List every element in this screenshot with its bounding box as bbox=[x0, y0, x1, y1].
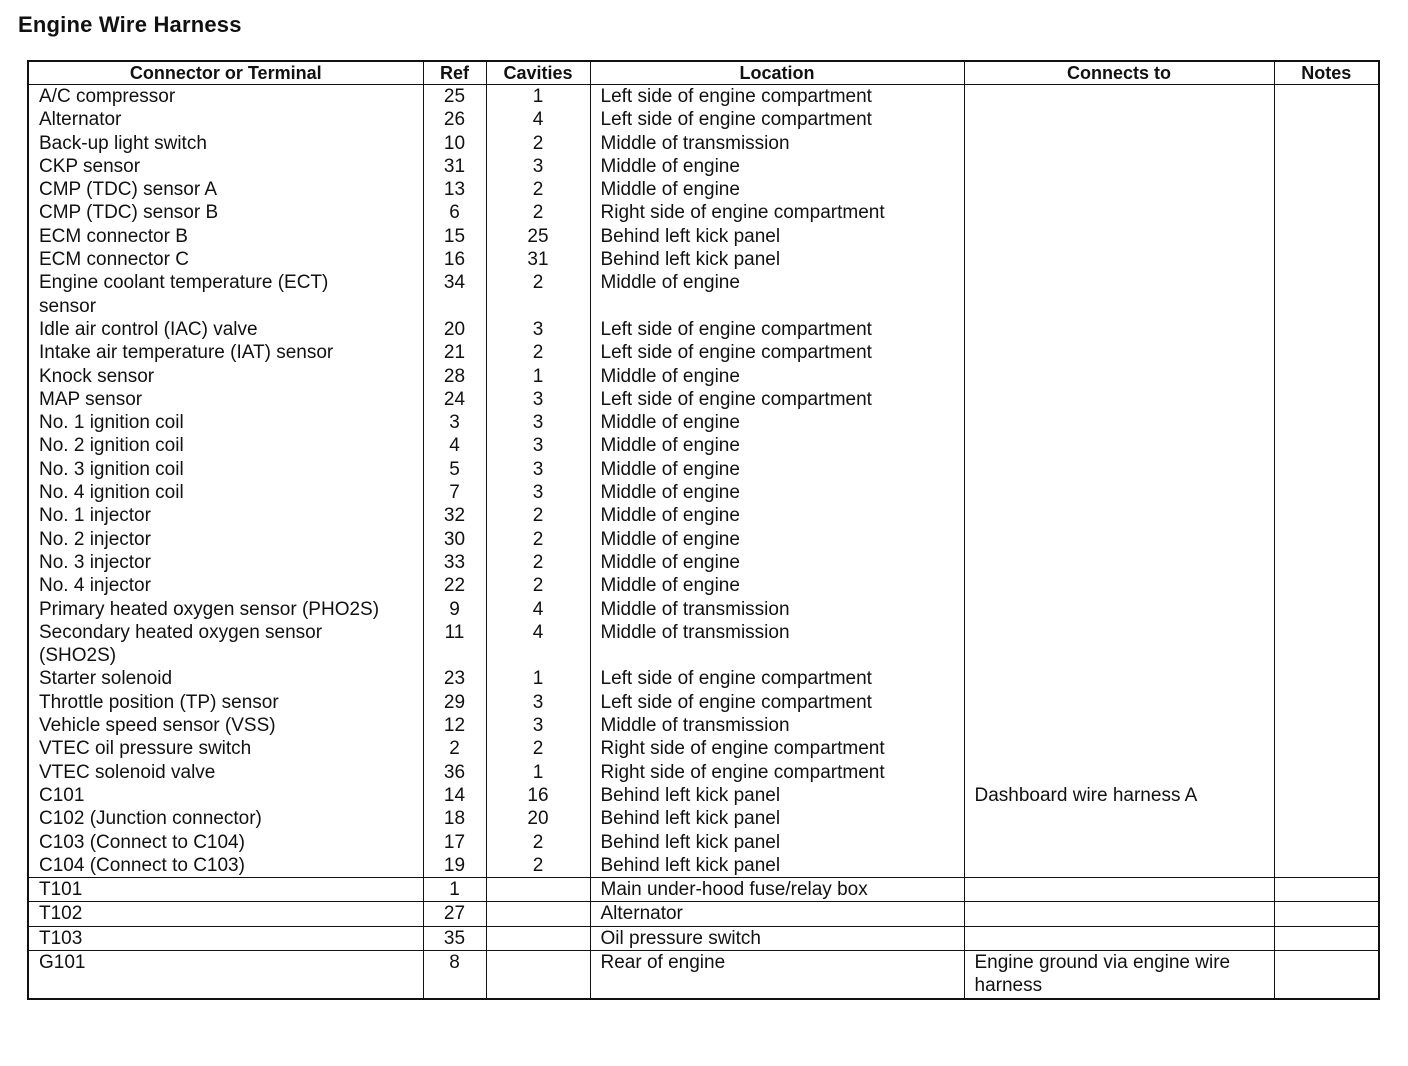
location-cell: Middle of engine bbox=[590, 551, 964, 574]
connects-to-cell bbox=[964, 926, 1274, 950]
notes-cell bbox=[1274, 691, 1379, 714]
location-cell: Middle of engine bbox=[590, 458, 964, 481]
notes-cell bbox=[1274, 85, 1379, 109]
notes-cell bbox=[1274, 388, 1379, 411]
ref-cell: 31 bbox=[423, 155, 486, 178]
notes-cell bbox=[1274, 132, 1379, 155]
connects-to-cell bbox=[964, 714, 1274, 737]
connector-cell: C103 (Connect to C104) bbox=[28, 831, 423, 854]
cavities-cell bbox=[486, 902, 590, 926]
table-row bbox=[28, 902, 1379, 926]
location-cell: Behind left kick panel bbox=[590, 225, 964, 248]
location-cell: Middle of engine bbox=[590, 178, 964, 201]
location-cell: Middle of engine bbox=[590, 271, 964, 318]
notes-cell bbox=[1274, 551, 1379, 574]
notes-cell bbox=[1274, 714, 1379, 737]
notes-cell bbox=[1274, 761, 1379, 784]
cavities-cell: 4 bbox=[486, 598, 590, 621]
cavities-cell: 2 bbox=[486, 132, 590, 155]
ref-cell: 22 bbox=[423, 574, 486, 597]
cavities-cell: 3 bbox=[486, 458, 590, 481]
connector-cell: G101 bbox=[28, 950, 423, 998]
connector-cell: CMP (TDC) sensor A bbox=[28, 178, 423, 201]
location-cell: Middle of engine bbox=[590, 574, 964, 597]
notes-cell bbox=[1274, 155, 1379, 178]
table-row bbox=[28, 761, 1379, 784]
ref-cell: 3 bbox=[423, 411, 486, 434]
location-cell: Left side of engine compartment bbox=[590, 341, 964, 364]
connector-cell: Engine coolant temperature (ECT) sensor bbox=[28, 271, 423, 318]
notes-cell bbox=[1274, 225, 1379, 248]
connector-cell: Secondary heated oxygen sensor (SHO2S) bbox=[28, 621, 423, 668]
connector-cell: Intake air temperature (IAT) sensor bbox=[28, 341, 423, 364]
connects-to-cell bbox=[964, 737, 1274, 760]
table-row bbox=[28, 784, 1379, 807]
connector-cell: No. 3 injector bbox=[28, 551, 423, 574]
location-cell: Right side of engine compartment bbox=[590, 201, 964, 224]
ref-cell: 28 bbox=[423, 365, 486, 388]
page-title: Engine Wire Harness bbox=[18, 12, 242, 37]
connects-to-cell bbox=[964, 458, 1274, 481]
table-row bbox=[28, 667, 1379, 690]
ref-cell: 26 bbox=[423, 108, 486, 131]
connects-to-cell bbox=[964, 691, 1274, 714]
cavities-cell: 1 bbox=[486, 365, 590, 388]
table-row bbox=[28, 854, 1379, 878]
location-cell: Middle of transmission bbox=[590, 621, 964, 668]
connects-to-cell bbox=[964, 365, 1274, 388]
location-cell: Middle of engine bbox=[590, 434, 964, 457]
cavities-cell: 25 bbox=[486, 225, 590, 248]
header-connector: Connector or Terminal bbox=[28, 61, 423, 85]
connector-cell: VTEC solenoid valve bbox=[28, 761, 423, 784]
table-row bbox=[28, 201, 1379, 224]
table-row bbox=[28, 388, 1379, 411]
notes-cell bbox=[1274, 807, 1379, 830]
notes-cell bbox=[1274, 854, 1379, 878]
connects-to-cell bbox=[964, 248, 1274, 271]
notes-cell bbox=[1274, 201, 1379, 224]
connects-to-cell bbox=[964, 574, 1274, 597]
header-row bbox=[28, 61, 1379, 85]
connectors-group bbox=[28, 85, 1379, 878]
notes-cell bbox=[1274, 831, 1379, 854]
connector-cell: A/C compressor bbox=[28, 85, 423, 109]
table-row bbox=[28, 108, 1379, 131]
connector-cell: Alternator bbox=[28, 108, 423, 131]
ref-cell: 35 bbox=[423, 926, 486, 950]
cavities-cell: 2 bbox=[486, 737, 590, 760]
connects-to-cell bbox=[964, 831, 1274, 854]
location-cell: Right side of engine compartment bbox=[590, 737, 964, 760]
ref-cell: 25 bbox=[423, 85, 486, 109]
header-ref: Ref bbox=[423, 61, 486, 85]
location-cell: Middle of engine bbox=[590, 481, 964, 504]
connects-to-cell bbox=[964, 481, 1274, 504]
table-row bbox=[28, 225, 1379, 248]
ref-cell: 10 bbox=[423, 132, 486, 155]
connects-to-cell bbox=[964, 528, 1274, 551]
location-cell: Middle of engine bbox=[590, 504, 964, 527]
connects-to-cell bbox=[964, 318, 1274, 341]
connects-to-cell bbox=[964, 85, 1274, 109]
notes-cell bbox=[1274, 108, 1379, 131]
cavities-cell: 31 bbox=[486, 248, 590, 271]
connector-cell: C104 (Connect to C103) bbox=[28, 854, 423, 878]
table-row bbox=[28, 926, 1379, 950]
table-row bbox=[28, 621, 1379, 668]
ref-cell: 8 bbox=[423, 950, 486, 998]
cavities-cell: 20 bbox=[486, 807, 590, 830]
connects-to-cell bbox=[964, 902, 1274, 926]
connects-to-cell bbox=[964, 271, 1274, 318]
connector-cell: C101 bbox=[28, 784, 423, 807]
cavities-cell: 1 bbox=[486, 761, 590, 784]
cavities-cell: 4 bbox=[486, 108, 590, 131]
location-cell: Middle of engine bbox=[590, 155, 964, 178]
location-cell: Behind left kick panel bbox=[590, 807, 964, 830]
connector-cell: MAP sensor bbox=[28, 388, 423, 411]
ref-cell: 7 bbox=[423, 481, 486, 504]
ref-cell: 24 bbox=[423, 388, 486, 411]
cavities-cell: 2 bbox=[486, 271, 590, 318]
connects-to-cell bbox=[964, 621, 1274, 668]
ref-cell: 2 bbox=[423, 737, 486, 760]
table-row bbox=[28, 341, 1379, 364]
location-cell: Behind left kick panel bbox=[590, 784, 964, 807]
ref-cell: 32 bbox=[423, 504, 486, 527]
location-cell: Rear of engine bbox=[590, 950, 964, 998]
connector-cell: No. 3 ignition coil bbox=[28, 458, 423, 481]
ref-cell: 1 bbox=[423, 878, 486, 902]
notes-cell bbox=[1274, 481, 1379, 504]
table-row bbox=[28, 318, 1379, 341]
ref-cell: 5 bbox=[423, 458, 486, 481]
ref-cell: 33 bbox=[423, 551, 486, 574]
location-cell: Right side of engine compartment bbox=[590, 761, 964, 784]
location-cell: Middle of engine bbox=[590, 411, 964, 434]
connects-to-cell bbox=[964, 598, 1274, 621]
ref-cell: 9 bbox=[423, 598, 486, 621]
connects-to-cell bbox=[964, 225, 1274, 248]
connector-cell: No. 4 injector bbox=[28, 574, 423, 597]
table-row bbox=[28, 155, 1379, 178]
terminals-group bbox=[28, 878, 1379, 951]
cavities-cell bbox=[486, 950, 590, 998]
table-row bbox=[28, 528, 1379, 551]
location-cell: Middle of transmission bbox=[590, 598, 964, 621]
table-row bbox=[28, 458, 1379, 481]
cavities-cell: 2 bbox=[486, 854, 590, 878]
table-row bbox=[28, 132, 1379, 155]
location-cell: Middle of engine bbox=[590, 528, 964, 551]
connects-to-cell bbox=[964, 108, 1274, 131]
notes-cell bbox=[1274, 411, 1379, 434]
ref-cell: 30 bbox=[423, 528, 486, 551]
location-cell: Left side of engine compartment bbox=[590, 388, 964, 411]
cavities-cell bbox=[486, 878, 590, 902]
connector-cell: No. 1 ignition coil bbox=[28, 411, 423, 434]
connector-cell: CMP (TDC) sensor B bbox=[28, 201, 423, 224]
cavities-cell: 2 bbox=[486, 574, 590, 597]
header-cavities: Cavities bbox=[486, 61, 590, 85]
notes-cell bbox=[1274, 950, 1379, 998]
cavities-cell: 2 bbox=[486, 528, 590, 551]
connector-cell: Primary heated oxygen sensor (PHO2S) bbox=[28, 598, 423, 621]
ref-cell: 16 bbox=[423, 248, 486, 271]
table-row bbox=[28, 551, 1379, 574]
notes-cell bbox=[1274, 902, 1379, 926]
connector-cell: C102 (Junction connector) bbox=[28, 807, 423, 830]
header-connects-to: Connects to bbox=[964, 61, 1274, 85]
connector-cell: Idle air control (IAC) valve bbox=[28, 318, 423, 341]
connector-cell: VTEC oil pressure switch bbox=[28, 737, 423, 760]
notes-cell bbox=[1274, 458, 1379, 481]
location-cell: Middle of transmission bbox=[590, 132, 964, 155]
table-row bbox=[28, 714, 1379, 737]
connector-cell: T103 bbox=[28, 926, 423, 950]
location-cell: Main under-hood fuse/relay box bbox=[590, 878, 964, 902]
table-row bbox=[28, 598, 1379, 621]
connects-to-cell: Engine ground via engine wire harness bbox=[964, 950, 1274, 998]
table-row bbox=[28, 411, 1379, 434]
ref-cell: 20 bbox=[423, 318, 486, 341]
cavities-cell: 2 bbox=[486, 341, 590, 364]
connects-to-cell bbox=[964, 761, 1274, 784]
ref-cell: 4 bbox=[423, 434, 486, 457]
connector-cell: T102 bbox=[28, 902, 423, 926]
connects-to-cell bbox=[964, 878, 1274, 902]
ref-cell: 15 bbox=[423, 225, 486, 248]
notes-cell bbox=[1274, 318, 1379, 341]
location-cell: Oil pressure switch bbox=[590, 926, 964, 950]
connects-to-cell bbox=[964, 854, 1274, 878]
connector-cell: Starter solenoid bbox=[28, 667, 423, 690]
notes-cell bbox=[1274, 926, 1379, 950]
connects-to-cell: Dashboard wire harness A bbox=[964, 784, 1274, 807]
notes-cell bbox=[1274, 598, 1379, 621]
notes-cell bbox=[1274, 574, 1379, 597]
table-row bbox=[28, 85, 1379, 109]
connects-to-cell bbox=[964, 388, 1274, 411]
connects-to-cell bbox=[964, 551, 1274, 574]
location-cell: Alternator bbox=[590, 902, 964, 926]
header-notes: Notes bbox=[1274, 61, 1379, 85]
notes-cell bbox=[1274, 737, 1379, 760]
notes-cell bbox=[1274, 341, 1379, 364]
connector-cell: Throttle position (TP) sensor bbox=[28, 691, 423, 714]
location-cell: Left side of engine compartment bbox=[590, 318, 964, 341]
connector-cell: Back-up light switch bbox=[28, 132, 423, 155]
notes-cell bbox=[1274, 248, 1379, 271]
cavities-cell: 2 bbox=[486, 551, 590, 574]
location-cell: Middle of engine bbox=[590, 365, 964, 388]
notes-cell bbox=[1274, 667, 1379, 690]
location-cell: Behind left kick panel bbox=[590, 854, 964, 878]
cavities-cell: 3 bbox=[486, 155, 590, 178]
cavities-cell: 3 bbox=[486, 388, 590, 411]
cavities-cell: 2 bbox=[486, 831, 590, 854]
connects-to-cell bbox=[964, 434, 1274, 457]
connects-to-cell bbox=[964, 341, 1274, 364]
notes-cell bbox=[1274, 784, 1379, 807]
connects-to-cell bbox=[964, 411, 1274, 434]
location-cell: Left side of engine compartment bbox=[590, 108, 964, 131]
connects-to-cell bbox=[964, 132, 1274, 155]
connects-to-cell bbox=[964, 155, 1274, 178]
cavities-cell: 3 bbox=[486, 411, 590, 434]
location-cell: Middle of transmission bbox=[590, 714, 964, 737]
ref-cell: 19 bbox=[423, 854, 486, 878]
cavities-cell: 2 bbox=[486, 504, 590, 527]
notes-cell bbox=[1274, 178, 1379, 201]
ref-cell: 6 bbox=[423, 201, 486, 224]
table-row bbox=[28, 365, 1379, 388]
connects-to-cell bbox=[964, 504, 1274, 527]
connects-to-cell bbox=[964, 667, 1274, 690]
cavities-cell: 3 bbox=[486, 481, 590, 504]
cavities-cell: 3 bbox=[486, 714, 590, 737]
connector-cell: ECM connector C bbox=[28, 248, 423, 271]
table-row bbox=[28, 481, 1379, 504]
notes-cell bbox=[1274, 434, 1379, 457]
cavities-cell: 3 bbox=[486, 691, 590, 714]
ref-cell: 12 bbox=[423, 714, 486, 737]
connector-cell: ECM connector B bbox=[28, 225, 423, 248]
location-cell: Left side of engine compartment bbox=[590, 667, 964, 690]
location-cell: Behind left kick panel bbox=[590, 831, 964, 854]
ref-cell: 13 bbox=[423, 178, 486, 201]
connector-cell: No. 1 injector bbox=[28, 504, 423, 527]
ref-cell: 36 bbox=[423, 761, 486, 784]
table-row bbox=[28, 248, 1379, 271]
ref-cell: 27 bbox=[423, 902, 486, 926]
harness-table bbox=[27, 60, 1380, 1000]
grounds-group bbox=[28, 950, 1379, 998]
connector-cell: Knock sensor bbox=[28, 365, 423, 388]
connector-cell: CKP sensor bbox=[28, 155, 423, 178]
cavities-cell: 4 bbox=[486, 621, 590, 668]
cavities-cell: 1 bbox=[486, 667, 590, 690]
ref-cell: 18 bbox=[423, 807, 486, 830]
cavities-cell: 3 bbox=[486, 434, 590, 457]
table-row bbox=[28, 807, 1379, 830]
location-cell: Behind left kick panel bbox=[590, 248, 964, 271]
ref-cell: 34 bbox=[423, 271, 486, 318]
connector-cell: No. 4 ignition coil bbox=[28, 481, 423, 504]
table-row bbox=[28, 878, 1379, 902]
table-row bbox=[28, 271, 1379, 318]
location-cell: Left side of engine compartment bbox=[590, 85, 964, 109]
cavities-cell: 3 bbox=[486, 318, 590, 341]
connects-to-cell bbox=[964, 807, 1274, 830]
ref-cell: 14 bbox=[423, 784, 486, 807]
cavities-cell: 2 bbox=[486, 201, 590, 224]
table-row bbox=[28, 950, 1379, 998]
notes-cell bbox=[1274, 271, 1379, 318]
table-row bbox=[28, 831, 1379, 854]
notes-cell bbox=[1274, 365, 1379, 388]
table-row bbox=[28, 434, 1379, 457]
connects-to-cell bbox=[964, 201, 1274, 224]
cavities-cell: 1 bbox=[486, 85, 590, 109]
cavities-cell bbox=[486, 926, 590, 950]
ref-cell: 21 bbox=[423, 341, 486, 364]
location-cell: Left side of engine compartment bbox=[590, 691, 964, 714]
connects-to-cell bbox=[964, 178, 1274, 201]
table-row bbox=[28, 504, 1379, 527]
table-row bbox=[28, 574, 1379, 597]
connector-cell: No. 2 ignition coil bbox=[28, 434, 423, 457]
connector-cell: Vehicle speed sensor (VSS) bbox=[28, 714, 423, 737]
notes-cell bbox=[1274, 621, 1379, 668]
table-row bbox=[28, 691, 1379, 714]
table-row bbox=[28, 737, 1379, 760]
connector-cell: T101 bbox=[28, 878, 423, 902]
connector-cell: No. 2 injector bbox=[28, 528, 423, 551]
cavities-cell: 16 bbox=[486, 784, 590, 807]
header-location: Location bbox=[590, 61, 964, 85]
ref-cell: 17 bbox=[423, 831, 486, 854]
notes-cell bbox=[1274, 878, 1379, 902]
notes-cell bbox=[1274, 504, 1379, 527]
table-row bbox=[28, 178, 1379, 201]
ref-cell: 29 bbox=[423, 691, 486, 714]
ref-cell: 23 bbox=[423, 667, 486, 690]
cavities-cell: 2 bbox=[486, 178, 590, 201]
ref-cell: 11 bbox=[423, 621, 486, 668]
notes-cell bbox=[1274, 528, 1379, 551]
